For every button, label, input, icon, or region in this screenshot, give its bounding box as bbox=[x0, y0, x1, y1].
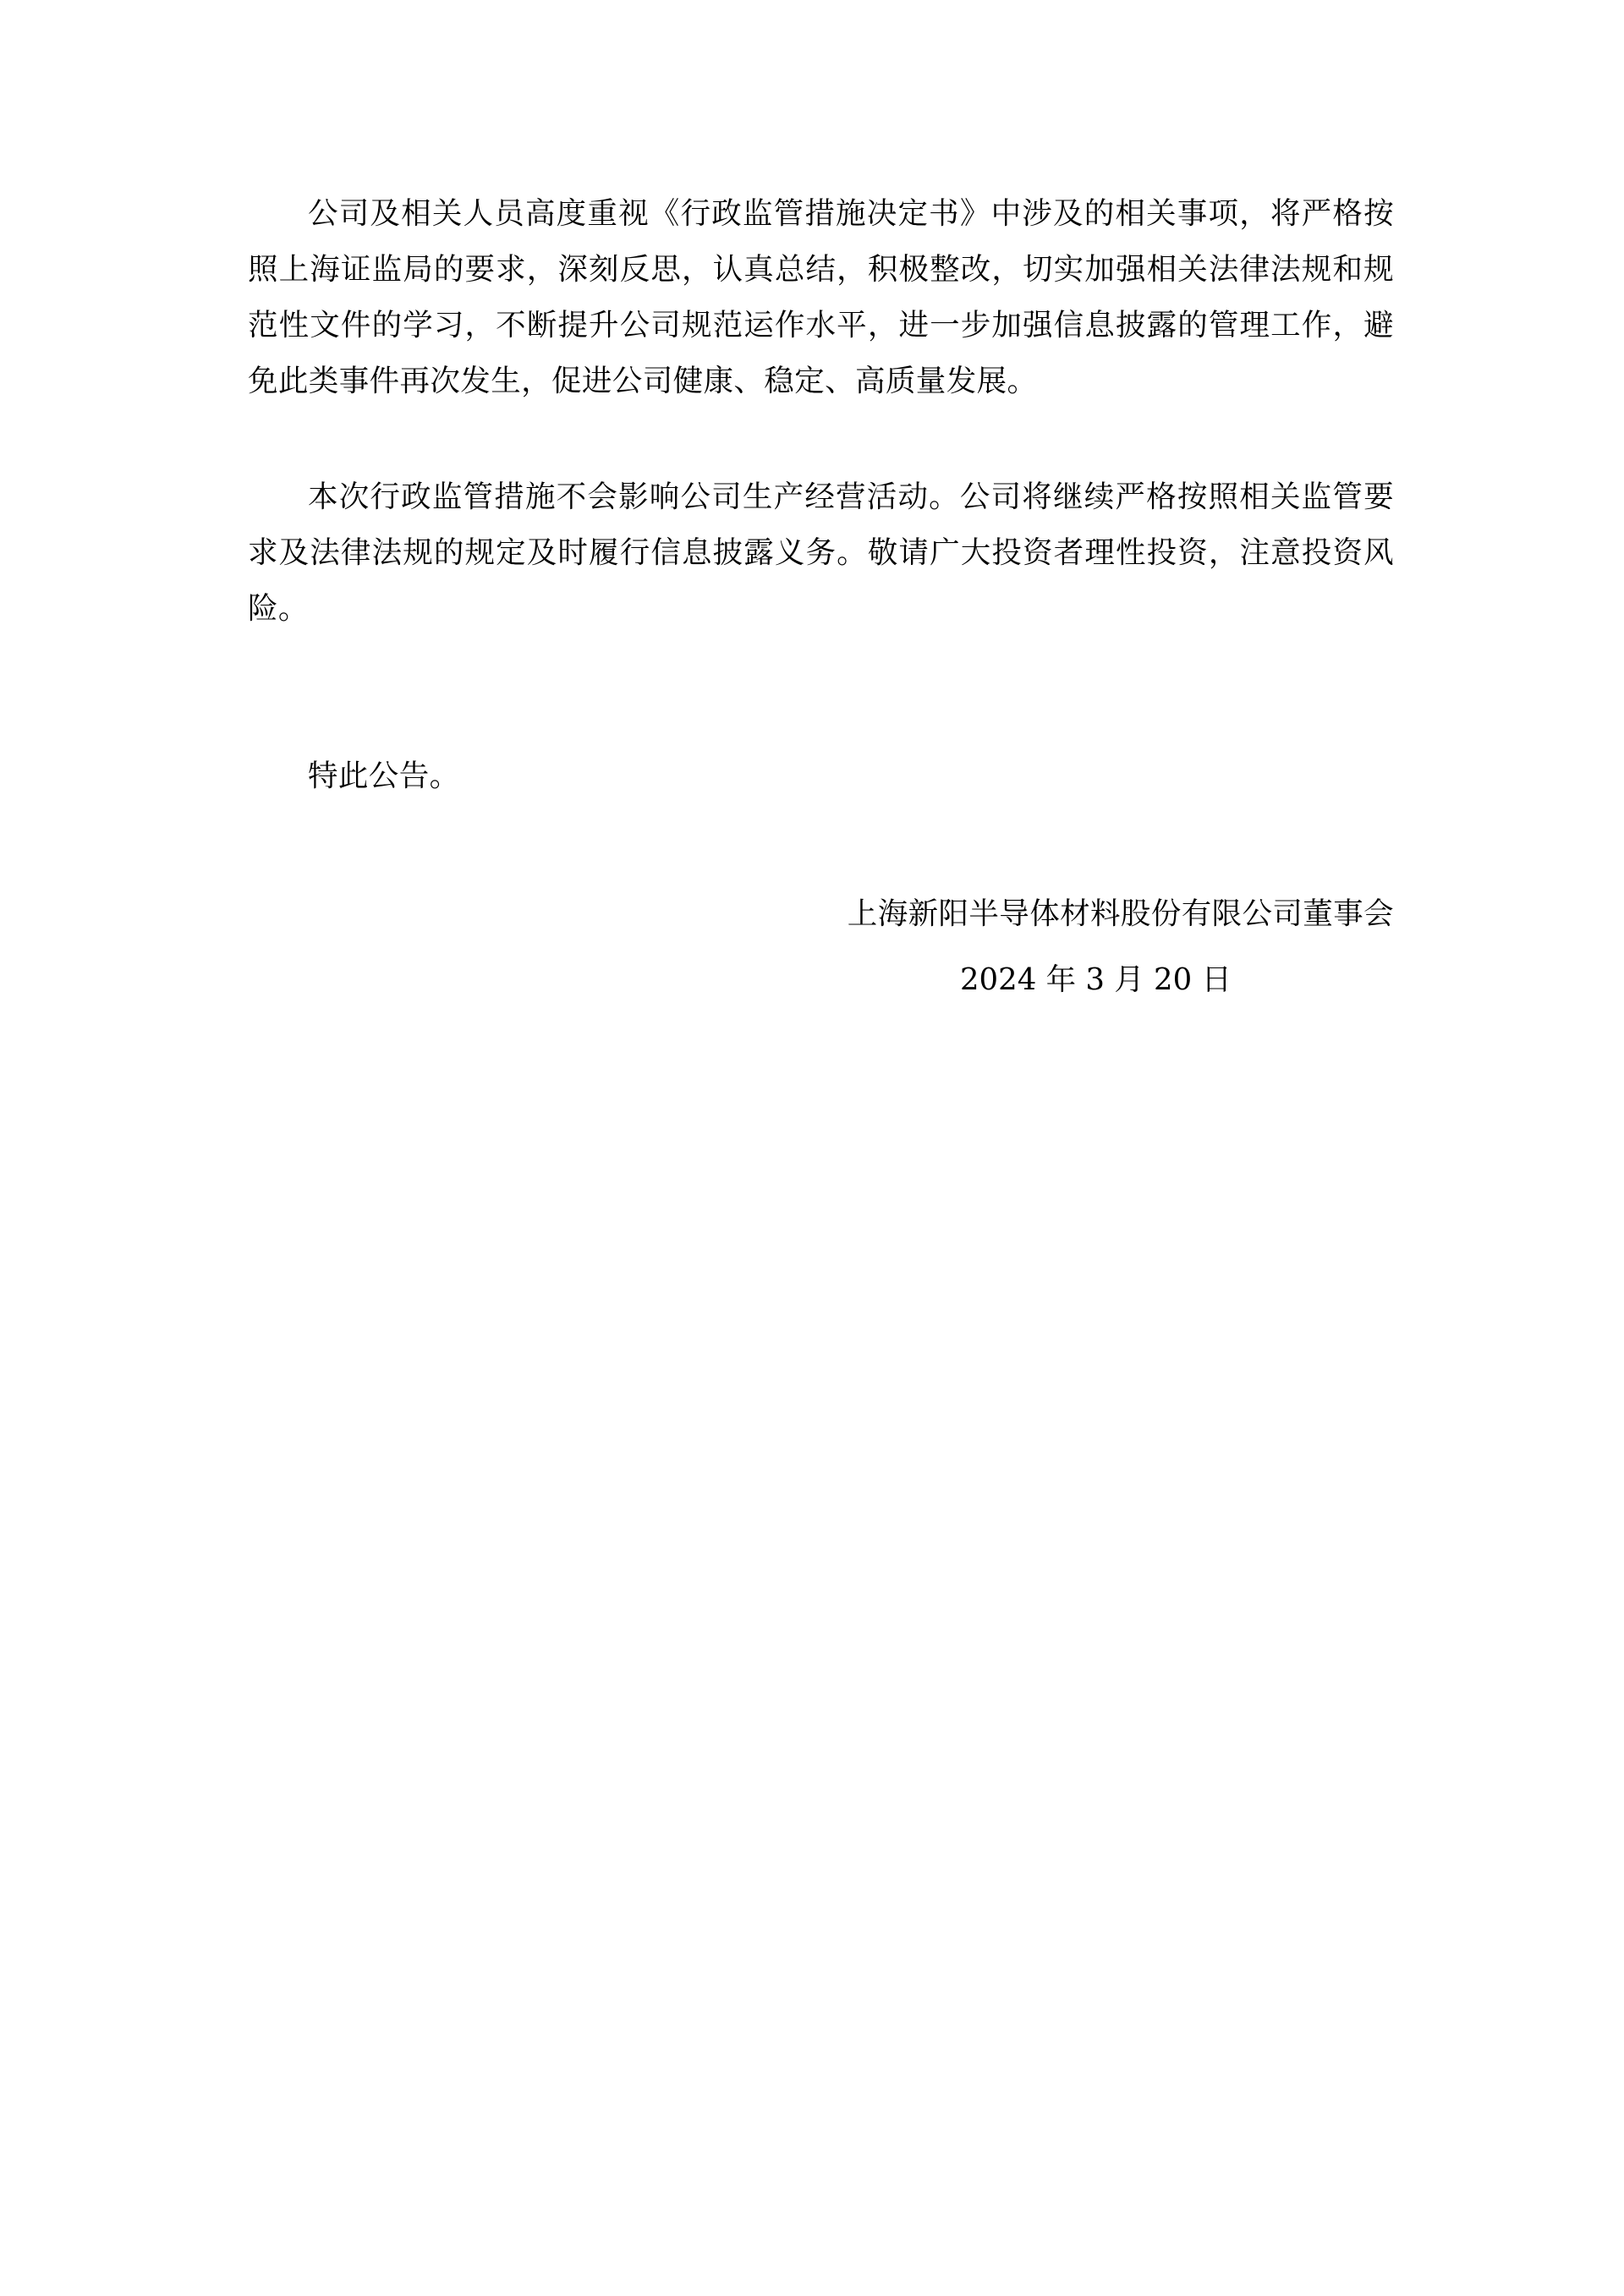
signature-date: 2024 年 3 月 20 日 bbox=[959, 962, 1232, 997]
signature-company: 上海新阳半导体材料股份有限公司董事会 bbox=[847, 896, 1394, 931]
closing-statement: 特此公告。 bbox=[308, 759, 460, 793]
body-paragraph-rectification: 公司及相关人员高度重视《行政监管措施决定书》中涉及的相关事项，将严格按照上海证监局的要求，深刻反思，认真总结，积极整改，切实加强相关法律法规和规范性文件的学习，不断提升公司规范运作水平，进一步加强信息披露的管理工作，避免此类事件再次发生，促进公司健康、稳定、高质量发展。 bbox=[248, 196, 1394, 398]
body-paragraph-impact: 本次行政监管措施不会影响公司生产经营活动。公司将继续严格按照相关监管要求及法律法规的规定及时履行信息披露义务。敬请广大投资者理性投资，注意投资风险。 bbox=[248, 479, 1394, 626]
